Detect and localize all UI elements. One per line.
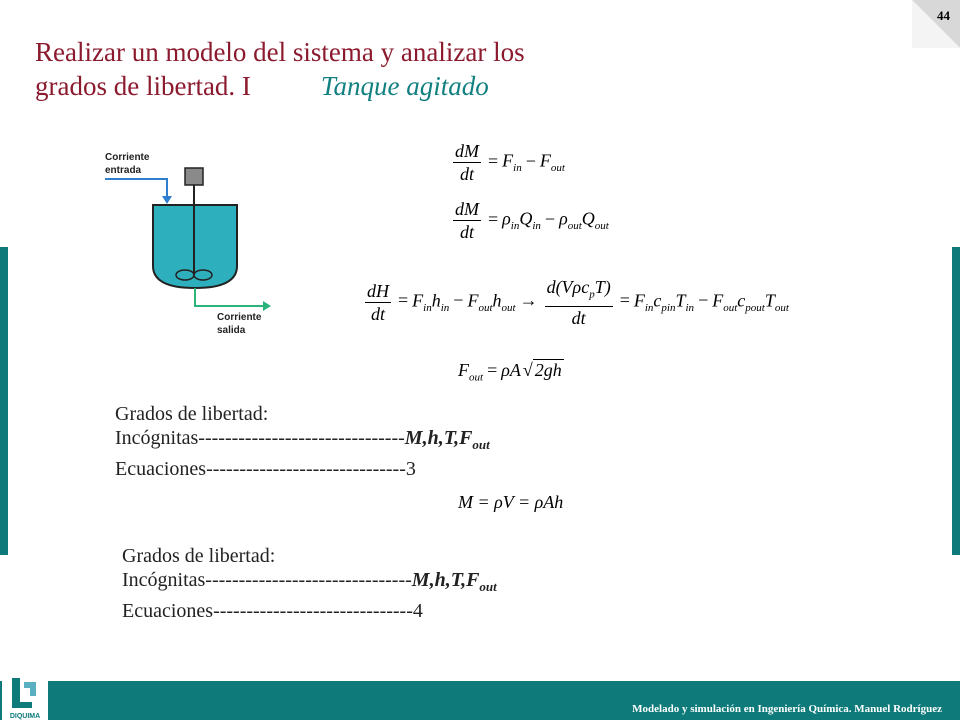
degrees-of-freedom-block-1 [115, 402, 490, 481]
diquima-logo [2, 672, 48, 720]
inlet-stream-arrow [105, 179, 167, 198]
page-number: 44 [937, 8, 950, 23]
equation-mass-volume: M = ρV = ρAh [458, 492, 564, 512]
outlet-stream-arrow [195, 288, 265, 306]
equation-mass-balance: $\frac{dM}{dt}$ = $F_{in} - F_{out}$ [455, 141, 565, 184]
title-line-2: grados de libertad. I [35, 71, 251, 101]
left-accent-bar [0, 247, 8, 555]
equation-outflow: $F_{out} = \rho A$ √ 2gh [458, 360, 562, 384]
dof1-equations: Ecuaciones------------------------------3 [115, 458, 416, 480]
equation-mass-balance-density: $\frac{dM}{dt}$ = $\rho_{in}Q_{in} - \rho_{out}Q_{out}$ [455, 199, 609, 242]
stirred-tank-diagram [105, 148, 285, 343]
dof2-equations: Ecuaciones------------------------------4 [122, 600, 423, 622]
slide-title [35, 35, 915, 103]
dof2-heading: Grados de libertad: [122, 545, 276, 567]
right-accent-bar [952, 247, 960, 555]
degrees-of-freedom-block-2 [122, 544, 497, 623]
outlet-label-line-2: salida [217, 325, 246, 336]
slide-subtitle: Tanque agitado [320, 71, 489, 101]
dof1-heading: Grados de libertad: [115, 403, 269, 425]
equation-energy-balance: $\frac{dH}{dt}$ = $F_{in}h_{in} - F_{out}h_{out}$ → $\frac{d(V\rho c_pT)}{dt}$ = $F_{in}c_{pin}T_{in} - F_{out}c_{pout}T_{out}$ [367, 277, 789, 328]
inlet-label-line-2: entrada [105, 165, 142, 176]
logo-icon [2, 672, 48, 710]
outlet-label-line-1: Corriente [217, 312, 262, 323]
page-curl-decoration [912, 0, 960, 48]
footer-bar [0, 681, 960, 720]
logo-caption: DIQUIMA [9, 713, 41, 720]
title-line-1: Realizar un modelo del sistema y analizar los [35, 37, 525, 67]
inlet-label-line-1: Corriente [105, 152, 150, 163]
dof2-unknowns: Incógnitas-$------------------------------M,h,T,F_{out}$ [122, 569, 497, 594]
agitator-motor [185, 168, 203, 185]
footer-text: Modelado y simulación en Ingeniería Química. Manuel Rodríguez [632, 703, 942, 715]
dof1-unknowns: Incógnitas-$------------------------------M,h,T,F_{out}$ [115, 427, 490, 452]
